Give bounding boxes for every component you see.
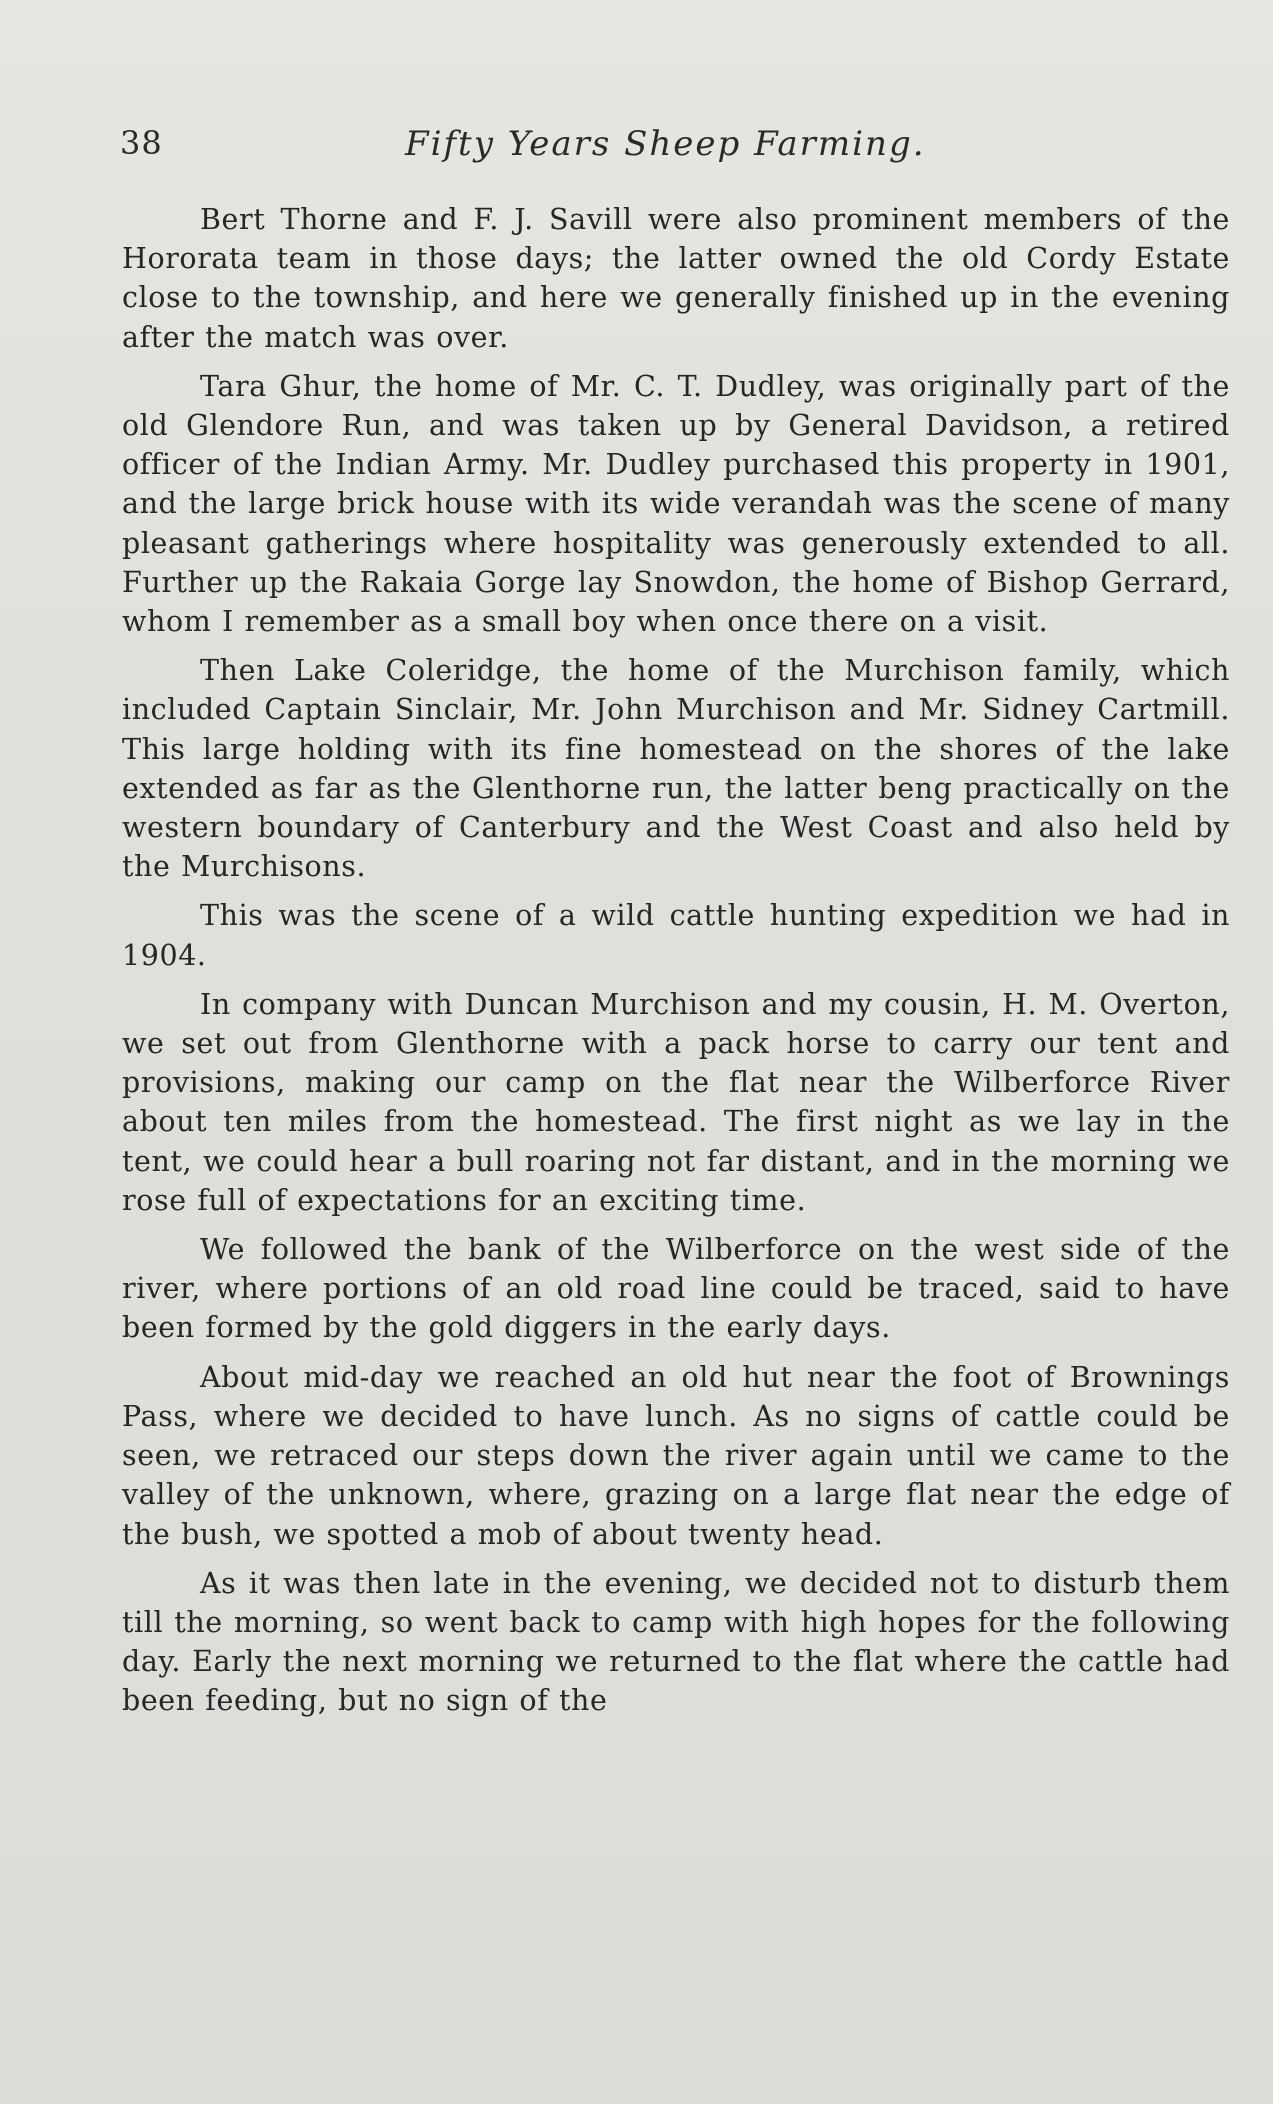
- paragraph: This was the scene of a wild cattle hunting expedition we had in 1904.: [122, 899, 1230, 972]
- page-number: 38: [120, 124, 163, 162]
- paragraph: In company with Duncan Murchison and my cousin, H. M. Overton, we set out from Glenthorne with a pack horse to carry our tent and provisions, making our camp on the flat near the Wilberforce River about ten miles from the homestead. The first night as we lay in the tent, we could hear a bull roaring not far distant, and in the morning we rose full of expectations for an exciting time.: [122, 987, 1230, 1217]
- paragraph: We followed the bank of the Wilberforce on the west side of the river, where portions of an old road line could be traced, said to have been formed by the gold diggers in the early days.: [122, 1233, 1230, 1345]
- running-title: Fifty Years Sheep Farming.: [405, 124, 926, 164]
- paragraph: Tara Ghur, the home of Mr. C. T. Dudley, was originally part of the old Glendore Run, and was taken up by General Davidson, a retired officer of the Indian Army. Mr. Dudley purchased this property in 1901, and the large brick house with its wide verandah was the scene of many pleasant gatherings where hospitality was generously extended to all. Further up the Rakaia Gorge lay Snowdon, the home of Bishop Gerrard, whom I remember as a small boy when once there on a visit.: [122, 369, 1230, 639]
- paragraph: Then Lake Coleridge, the home of the Murchison family, which included Captain Sinclair, Mr. John Murchison and Mr. Sidney Cartmill. This large holding with its fine homestead on the shores of the lake extended as far as the Glenthorne run, the latter beng practically on the western boundary of Canterbury and the West Coast and also held by the Murchisons.: [122, 654, 1230, 884]
- page-header: [120, 124, 1240, 174]
- paragraph: About mid-day we reached an old hut near the foot of Brownings Pass, where we decided to have lunch. As no signs of cattle could be seen, we retraced our steps down the river again until we came to the valley of the unknown, where, grazing on a large flat near the edge of the bush, we spotted a mob of about twenty head.: [122, 1360, 1230, 1551]
- paragraph: Bert Thorne and F. J. Savill were also prominent members of the Hororata team in those days; the latter owned the old Cordy Estate close to the township, and here we generally finished up in the evening after the match was over.: [122, 203, 1230, 354]
- paragraph: As it was then late in the evening, we decided not to disturb them till the morning, so went back to camp with high hopes for the following day. Early the next morning we returned to the flat where the cattle had been feeding, but no sign of the: [122, 1566, 1230, 1718]
- body-text: [122, 200, 1230, 1731]
